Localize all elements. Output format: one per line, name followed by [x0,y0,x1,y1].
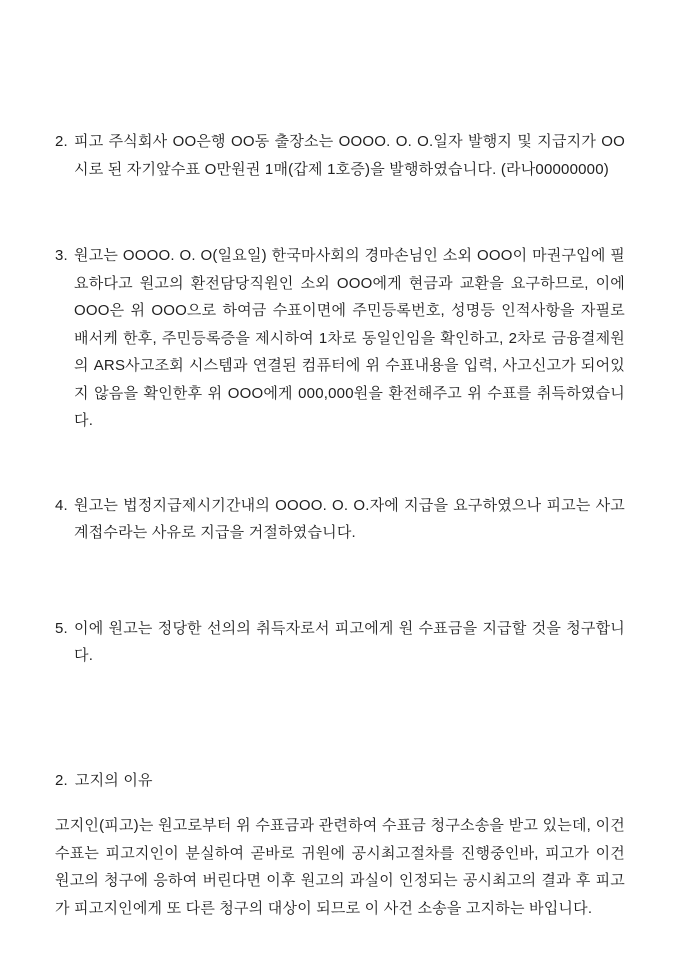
paragraph-text: 고지인(피고)는 원고로부터 위 수표금과 관련하여 수표금 청구소송을 받고 있는데, 이건 수표는 피고지인이 분실하여 곧바로 귀원에 공시최고절차를 진행중인바, 피고가 이건 원고의 청구에 응하여 버린다면 이후 원고의 과실이 인정되는 공시최고의 결과 후 피고가 피고지인에게 또 다른 청구의 대상이 되므로 이 사건 소송을 고지하는 바입니다. [55,817,625,917]
paragraph-number: 5. [55,619,68,637]
numbered-paragraph-5 [55,615,625,670]
paragraph-number: 2. [55,133,68,150]
paragraph-text: 피고 주식회사 OO은행 OO동 출장소는 OOOO. O. O.일자 발행지 및 지급지가 OO시로 된 자기앞수표 O만원권 1매(갑제 1호증)을 발행하였습니다. (라나00000000) [74,133,625,178]
paragraph-text: 원고는 법정지급제시기간내의 OOOO. O. O.자에 지급을 요구하였으나 피고는 사고계접수라는 사유로 지급을 거절하였습니다. [74,496,625,541]
numbered-paragraph-3 [55,242,625,435]
notice-paragraph [55,812,625,922]
paragraph-text: 원고는 OOOO. O. O(일요일) 한국마사회의 경마손님인 소외 OOO이 마권구입에 필요하다고 원고의 환전담당직원인 소외 OOO에게 현금과 교환을 요구하므로, 이에 OOO은 위 OOO으로 하여금 수표이면에 주민등록번호, 성명등 인적사항을 자필로 배서케 한후, 주민등록증을 제시하여 1차로 동일인임을 확인하고, 2차로 금융결제원의 ARS사고조회 시스템과 연결된 컴퓨터에 위 수표내용을 입력, 사고신고가 되어있지 않음을 확인한후 위 OOO에게 000,000원을 환전해주고 위 수표를 취득하였습니다. [74,247,625,429]
paragraph-number: 4. [55,496,68,514]
numbered-paragraph-2 [55,128,625,183]
section-heading-notice-reason [55,767,625,795]
paragraph-number: 3. [55,247,68,264]
numbered-paragraph-4 [55,492,625,547]
section-title: 고지의 이유 [74,771,153,789]
paragraph-text: 이에 원고는 정당한 선의의 취득자로서 피고에게 원 수표금을 지급할 것을 청구합니다. [74,619,625,664]
section-number: 2. [55,771,68,789]
